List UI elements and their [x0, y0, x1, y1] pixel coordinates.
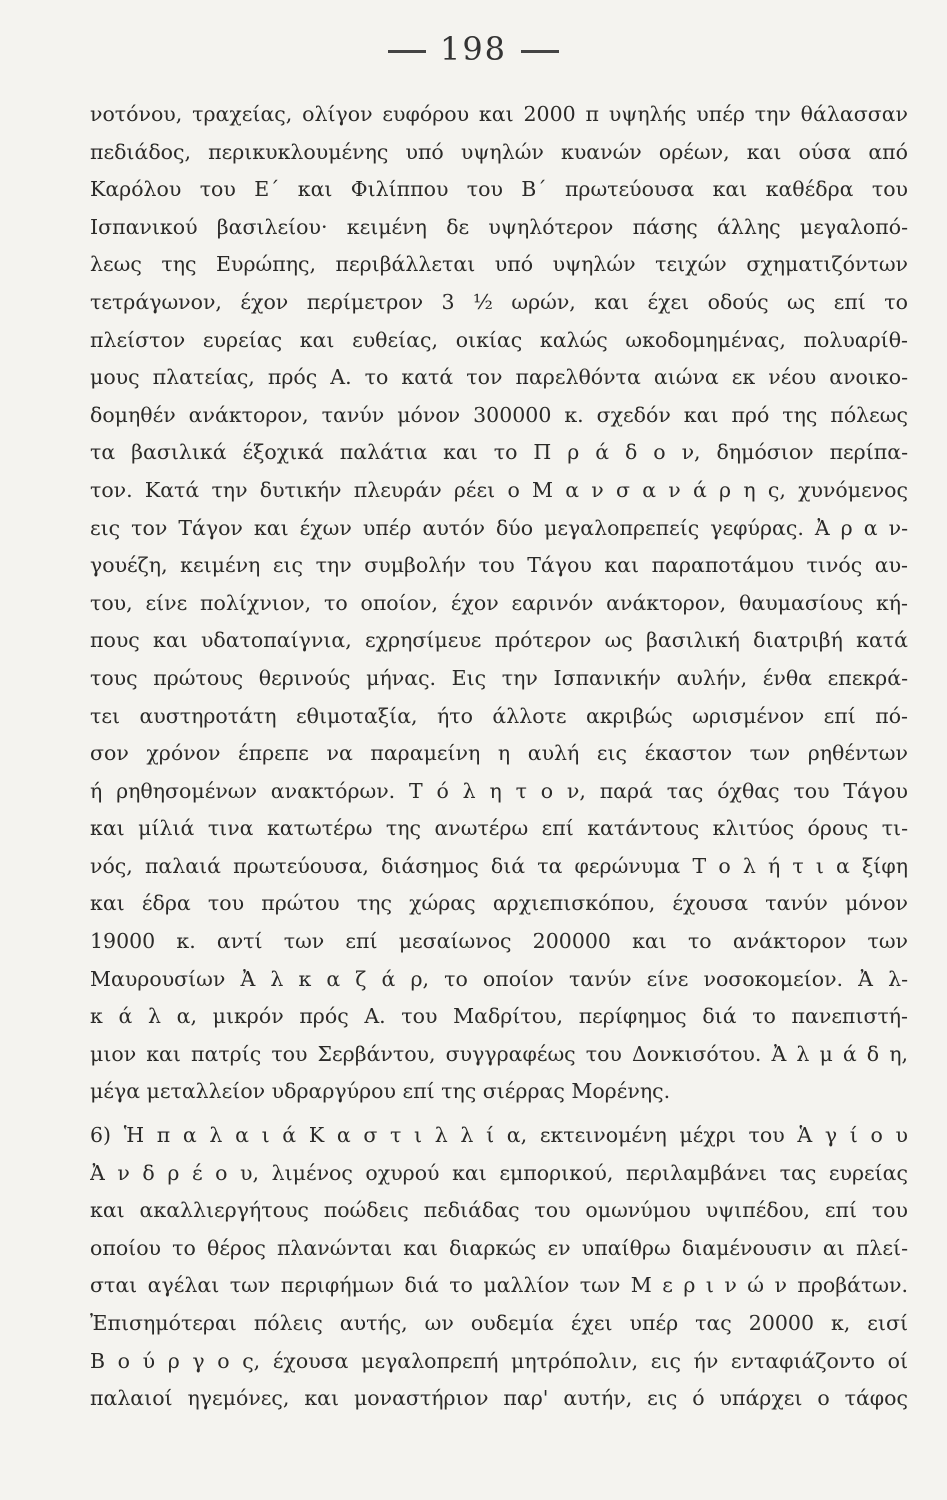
text-line: Καρόλου του Ε΄ και Φιλίππου του Β΄ πρωτεύουσα και καθέδρα του: [90, 177, 908, 202]
text-line: πεδιάδος, περικυκλουμένης υπό υψηλών κυανών ορέων, και ούσα από: [90, 139, 908, 164]
text-line: νοτόνου, τραχείας, ολίγον ευφόρου και 2000 π υψηλής υπέρ την θάλασσαν: [90, 102, 908, 126]
right-dash: [521, 50, 559, 53]
text-line: Ἐπισημότεραι πόλεις αυτής, ων ουδεμία έχει υπέρ τας 20000 κ, εισί: [90, 1311, 908, 1335]
text-line: μέγα μεταλλείον υδραργύρου επί της σιέρρας Μορένης.: [90, 1079, 671, 1104]
page-number-header: [0, 30, 947, 68]
text-line: γουέζη, κειμένη εις την συμβολήν του Τάγου και παραποτάμου τινός αυ-: [90, 553, 908, 578]
text-line: πους και υδατοπαίγνια, εχρησίμευε πρότερον ως βασιλική διατριβή κατά: [90, 628, 908, 653]
left-dash: [388, 50, 426, 53]
text-line: 19000 κ. αντί των επί μεσαίωνος 200000 και το ανάκτορον των: [90, 929, 908, 954]
text-line: Β ο ύ ρ γ ο ς, έχουσα μεγαλοπρεπή μητρόπολιν, εις ήν ενταφιάζοντο οί: [90, 1348, 908, 1373]
text-line: πλείστον ευρείας και ευθείας, οικίας καλώς ωκοδομημένας, πολυαρίθ-: [90, 327, 908, 352]
text-line: και μίλιά τινα κατωτέρω της ανωτέρω επί κατάντους κλιτύος όρους τι-: [90, 816, 908, 841]
text-line: τα βασιλικά έξοχικά παλάτια και το Π ρ ά δ ο ν, δημόσιον περίπα-: [90, 440, 908, 465]
body-text: [90, 96, 908, 1418]
text-line: Ισπανικού βασιλείου· κειμένη δε υψηλότερον πάσης άλλης μεγαλοπό-: [90, 214, 908, 239]
text-line: και έδρα του πρώτου της χώρας αρχιεπισκόπου, έχουσα τανύν μόνον: [90, 891, 908, 916]
text-line: σται αγέλαι των περιφήμων διά το μαλλίον των Μ ε ρ ι ν ώ ν προβάτων.: [90, 1273, 908, 1298]
text-line: κ ά λ α, μικρόν πρός Α. του Μαδρίτου, περίφημος διά το πανεπιστή-: [90, 1004, 908, 1029]
text-line: εις τον Τάγον και έχων υπέρ αυτόν δύο μεγαλοπρεπείς γεφύρας. Ἀ ρ α ν-: [90, 515, 908, 540]
text-line: παλαιοί ηγεμόνες, και μοναστήριον παρ' αυτήν, εις ό υπάρχει ο τάφος: [90, 1386, 908, 1411]
text-line: Μαυρουσίων Ἀ λ κ α ζ ά ρ, το οποίον τανύν είνε νοσοκομείον. Ἀ λ-: [90, 966, 908, 991]
text-line: τον. Κατά την δυτικήν πλευράν ρέει ο Μ α ν σ α ν ά ρ η ς, χυνόμενος: [90, 477, 908, 502]
text-line: ή ρηθησομένων ανακτόρων. Τ ό λ η τ ο ν, παρά τας όχθας του Τάγου: [90, 778, 908, 803]
text-line: μιον και πατρίς του Σερβάντου, συγγραφέως του Δονκισότου. Ἀ λ μ ά δ η,: [90, 1041, 908, 1066]
text-line: τους πρώτους θερινούς μήνας. Εις την Ισπανικήν αυλήν, ένθα επεκρά-: [90, 665, 908, 690]
text-line: και ακαλλιεργήτους ποώδεις πεδιάδας του ομωνύμου υψιπέδου, επί του: [90, 1198, 908, 1223]
text-line: δομηθέν ανάκτορον, τανύν μόνον 300000 κ. σχεδόν και πρό της πόλεως: [90, 402, 908, 427]
text-line: τετράγωνον, έχον περίμετρον 3 ½ ωρών, και έχει οδούς ως επί το: [90, 289, 908, 314]
text-line: οποίου το θέρος πλανώνται και διαρκώς εν υπαίθρω διαμένουσιν αι πλεί-: [90, 1235, 908, 1260]
text-line: νός, παλαιά πρωτεύουσα, διάσημος διά τα φερώνυμα Τ ο λ ή τ ι α ξίφη: [90, 853, 908, 878]
page-number: 198: [439, 30, 508, 68]
text-line: σον χρόνον έπρεπε να παραμείνη η αυλή εις έκαστον των ρηθέντων: [90, 741, 908, 766]
text-line: Ἀ ν δ ρ έ ο υ, λιμένος οχυρού και εμπορικού, περιλαμβάνει τας ευρείας: [90, 1160, 908, 1185]
text-line: λεως της Ευρώπης, περιβάλλεται υπό υψηλών τειχών σχηματιζόντων: [90, 252, 908, 277]
text-line: 6) Ἡ π α λ α ι ά Κ α σ τ ι λ λ ί α, εκτεινομένη μέχρι του Ἁ γ ί ο υ: [90, 1123, 908, 1148]
text-line: τει αυστηροτάτη εθιμοταξία, ήτο άλλοτε ακριβώς ωρισμένον επί πό-: [90, 703, 908, 728]
text-line: του, είνε πολίχνιον, το οποίον, έχον εαρινόν ανάκτορον, θαυμασίους κή-: [90, 590, 908, 615]
text-line: μους πλατείας, πρός Α. το κατά τον παρελθόντα αιώνα εκ νέου ανοικο-: [90, 365, 908, 390]
